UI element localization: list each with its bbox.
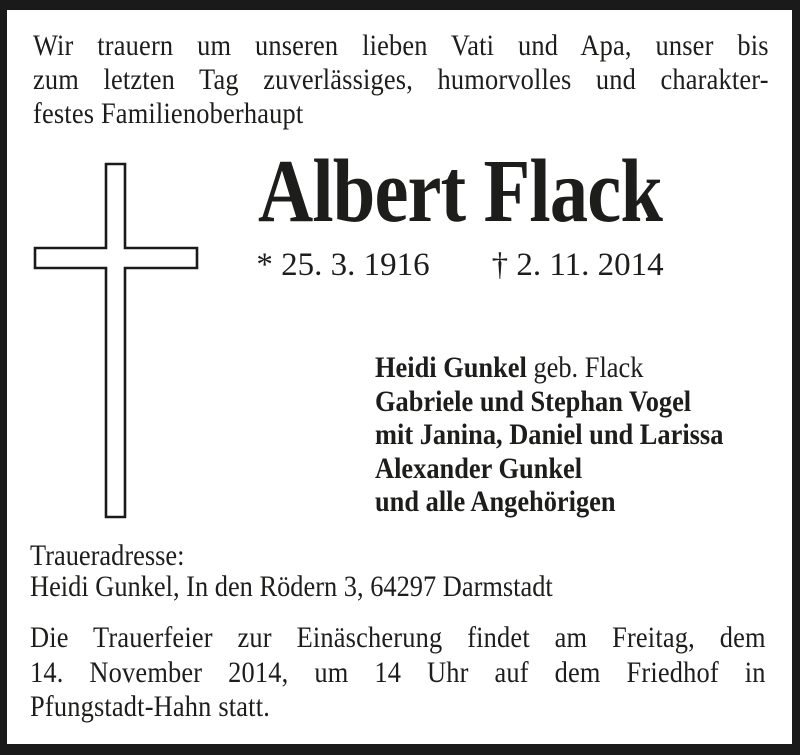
mourners-list [375,351,800,519]
birth-date: * 25. 3. 1916 [256,247,430,283]
mourning-address-label: Traueradresse: [30,539,185,572]
ceremony-line-2: 14. November 2014, um 14 Uhr auf dem Friedhof in [30,655,766,689]
ceremony-line-3: Pfungstadt-Hahn statt. [30,690,270,723]
mourner-line-5: und alle Angehörigen [375,485,616,518]
mourner-line-3: mit Janina, Daniel und Larissa [375,418,724,451]
ceremony-line-1: Die Trauerfeier zur Einäscherung findet am Freitag, dem [30,621,766,654]
life-dates [180,249,740,282]
mourner-line-2: Gabriele und Stephan Vogel [375,384,692,418]
intro-line-2: zum letzten Tag zuverlässiges, humorvolles und charakter- [33,63,769,96]
mourning-address-value: Heidi Gunkel, In den Rödern 3, 64297 Darmstadt [30,570,553,603]
deceased-name: Albert Flack [257,142,663,241]
mourning-address-block [30,540,766,602]
cross-icon [30,160,202,522]
death-date: † 2. 11. 2014 [491,247,664,283]
mourner-name-heidi-gunkel: Heidi Gunkel [375,351,527,384]
ceremony-paragraph [30,621,766,725]
intro-line-3: festes Familienoberhaupt [33,97,304,130]
mourner-name-suffix: geb. Flack [533,351,644,384]
intro-paragraph [33,29,769,131]
intro-line-1: Wir trauern um unseren lieben Vati und Apa, unser bis [33,29,769,62]
mourner-line-1 [375,351,800,385]
mourner-line-4: Alexander Gunkel [375,451,583,485]
